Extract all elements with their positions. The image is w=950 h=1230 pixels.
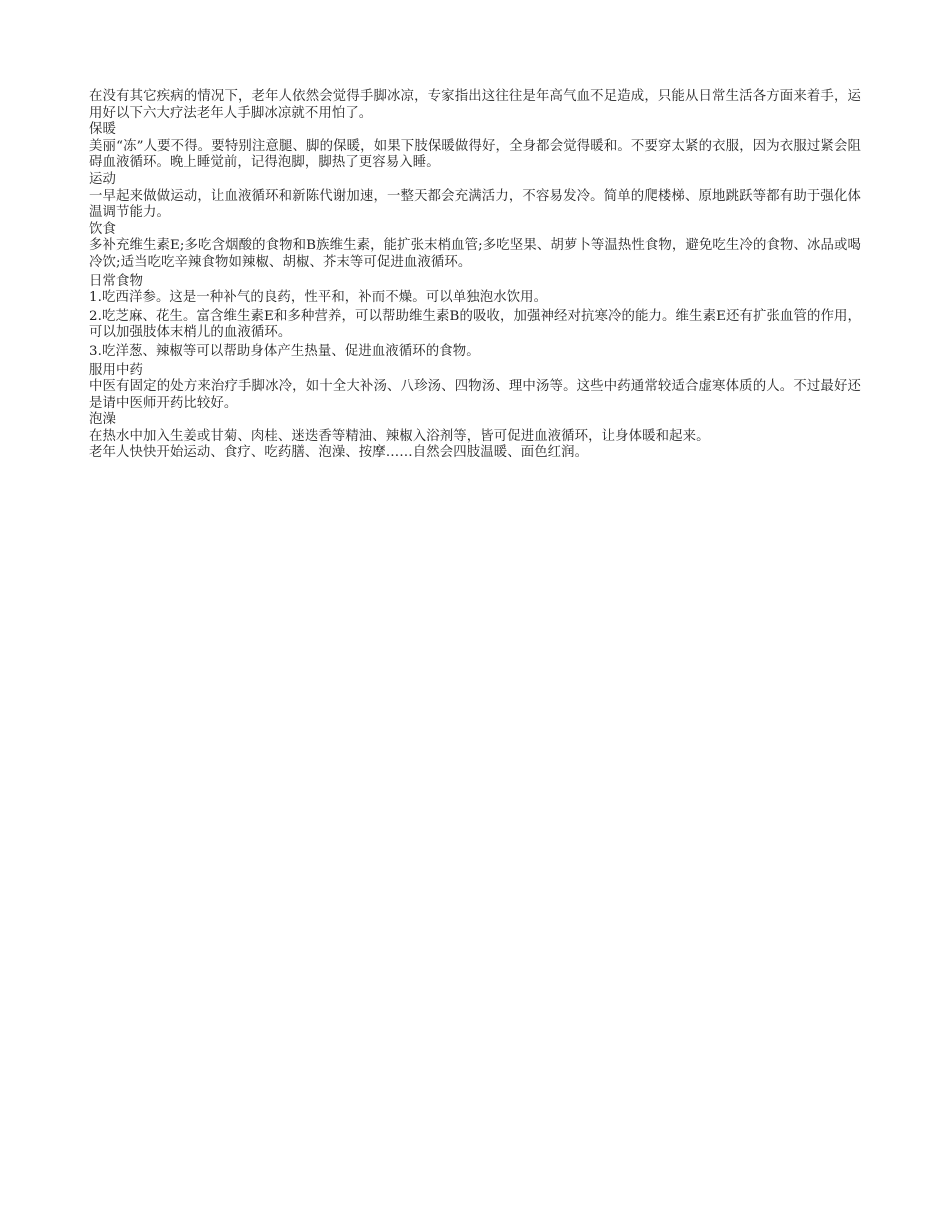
heading-daily-food: 日常食物 — [89, 273, 143, 289]
heading-diet: 饮食 — [89, 221, 116, 237]
daily-food-item: 1.吃西洋参。这是一种补气的良药，性平和，补而不燥。可以单独泡水饮用。 — [89, 290, 548, 306]
exercise-paragraph: 一早起来做做运动，让血液循环和新陈代谢加速，一整天都会充满活力，不容易发冷。简单的爬楼梯、原地跳跃等都有助于强化体温调节能力。 — [89, 188, 861, 221]
heading-keep-warm: 保暖 — [89, 122, 116, 138]
daily-food-item: 2.吃芝麻、花生。富含维生素E和多种营养，可以帮助维生素B的吸收，加强神经对抗寒冷的能力。维生素E还有扩张血管的作用，可以加强肢体末梢儿的血液循环。 — [89, 308, 861, 341]
daily-food-item: 3.吃洋葱、辣椒等可以帮助身体产生热量、促进血液循环的食物。 — [89, 343, 480, 359]
keep-warm-paragraph: 美丽“冻”人要不得。要特别注意腿、脚的保暖，如果下肢保暖做得好，全身都会觉得暖和。不要穿太紧的衣服，因为衣服过紧会阻碍血液循环。晚上睡觉前，记得泡脚，脚热了更容易入睡。 — [89, 138, 861, 171]
intro-paragraph: 在没有其它疾病的情况下，老年人依然会觉得手脚冰凉，专家指出这往往是年高气血不足造成，只能从日常生活各方面来着手，运用好以下六大疗法老年人手脚冰凉就不用怕了。 — [89, 89, 861, 121]
heading-bath: 泡澡 — [89, 412, 116, 428]
closing-paragraph: 老年人快快开始运动、食疗、吃药膳、泡澡、按摩……自然会四肢温暖、面色红润。 — [89, 445, 589, 461]
heading-exercise: 运动 — [89, 171, 116, 187]
diet-paragraph: 多补充维生素E;多吃含烟酸的食物和B族维生素，能扩张末梢血管;多吃坚果、胡萝卜等温热性食物，避免吃生冷的食物、冰品或喝冷饮;适当吃吃辛辣食物如辣椒、胡椒、芥末等可促进血液循环。 — [89, 238, 861, 270]
chinese-medicine-paragraph: 中医有固定的处方来治疗手脚冰冷，如十全大补汤、八珍汤、四物汤、理中汤等。这些中药通常较适合虚寒体质的人。不过最好还是请中医师开药比较好。 — [89, 379, 861, 411]
bath-paragraph: 在热水中加入生姜或甘菊、肉桂、迷迭香等精油、辣椒入浴剂等，皆可促进血液循环，让身体暖和起来。 — [89, 428, 710, 444]
article — [89, 89, 861, 462]
heading-chinese-medicine: 服用中药 — [89, 362, 143, 378]
